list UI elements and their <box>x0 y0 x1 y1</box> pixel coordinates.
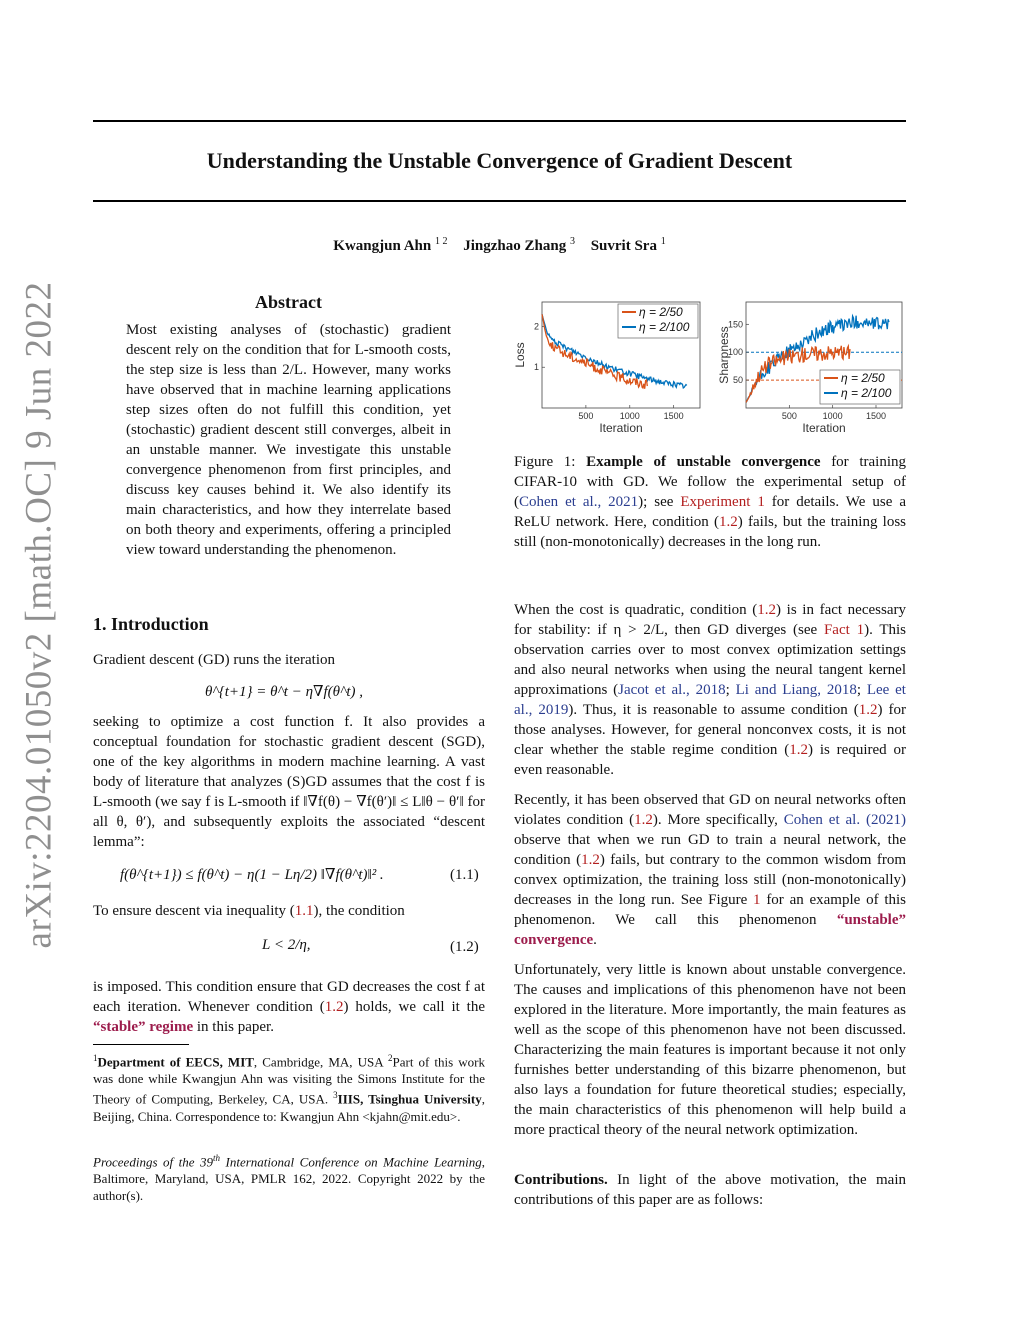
citation-link[interactable]: Cohen et al., 2021 <box>519 494 639 510</box>
x-tick-label: 1500 <box>865 411 887 421</box>
citation-link[interactable]: Cohen et al. (2021) <box>783 812 906 828</box>
y-tick-label: 50 <box>732 375 743 386</box>
author-name: Kwangjun Ahn <box>333 238 432 254</box>
text-run: ; <box>856 682 867 698</box>
caption-label: Figure 1: <box>514 454 587 470</box>
legend-label: η = 2/50 <box>639 305 683 319</box>
caption-title: Example of unstable convergence <box>586 454 821 470</box>
right-paragraph-1 <box>514 600 906 780</box>
equation-link[interactable]: 1.2 <box>858 702 878 718</box>
equation-link[interactable]: 1.2 <box>324 999 344 1015</box>
introduction-heading: 1. Introduction <box>93 614 209 634</box>
gd-iteration-equation: θ^{t+1} = θ^t − η∇f(θ^t) , <box>205 684 364 700</box>
author-affiliation: 1 <box>660 236 666 247</box>
text-run: Part of this work was done while Kwangjun Ahn was visiting the Simons Institute for the Theory of Computing, Berkeley, CA, USA. <box>93 1054 485 1107</box>
text-run: When the cost is quadratic, condition ( <box>514 602 758 618</box>
y-axis-label: Sharpness <box>717 326 731 384</box>
text-run: ) for those analyses. However, for general nonconvex costs, it is not clear whether the stable regime condition ( <box>514 702 906 758</box>
title-bottom-rule <box>93 200 906 202</box>
stable-condition-equation: L < 2/η, <box>262 937 311 953</box>
equation-link[interactable]: 1.2 <box>719 514 738 530</box>
text-run: , Beijing, China. Correspondence to: Kwangjun Ahn <kjahn@mit.edu>. <box>93 1091 485 1124</box>
y-tick-label: 1 <box>533 362 539 373</box>
affiliation-name: Department of EECS, MIT <box>97 1054 254 1070</box>
text-run: . <box>593 932 597 948</box>
y-tick-label: 2 <box>533 321 539 332</box>
text-run: for training CIFAR-10 with GD. We follow the experimental setup of ( <box>514 454 906 510</box>
citation-link[interactable]: Lee et al., 2019 <box>514 682 906 718</box>
equation-number-1-2: (1.2) <box>450 939 479 955</box>
text-run: Proceedings of the 39 <box>93 1154 214 1170</box>
text-run: , Cambridge, MA, USA <box>253 1054 388 1070</box>
y-tick-label: 100 <box>727 347 743 358</box>
experiment-link[interactable]: Experiment 1 <box>680 494 765 510</box>
text-run: ). More specifically, <box>652 812 784 828</box>
abstract-text: Most existing analyses of (stochastic) gradient descent rely on the condition that for L-smooth costs, the step size is less than 2/L. However, many works have observed that in machine learning applications step sizes often do not fulfill this condition, yet (stochastic) gradient descent still converges, albeit in an unstable manner. We investigate this unstable convergence phenomenon from first principles, and discuss key causes behind it. We also identify its main characteristics, and how they interrelate based on both theory and experiments, offering a principled view toward understanding the phenomenon. <box>126 322 451 558</box>
text-run: is imposed. This condition ensure that GD decreases the cost f at each iteration. Whenever condition ( <box>93 979 485 1015</box>
text-run: ) fails, but the training loss still (non-monotonically) decreases in the long run. <box>514 514 907 550</box>
author-affiliation: 3 <box>569 236 575 247</box>
x-tick-label: 1500 <box>663 411 684 421</box>
text-run: for an example of this phenomenon. We call this phenomenon <box>514 892 906 928</box>
author-name: Suvrit Sra <box>590 238 657 254</box>
text-run: ) holds, we call it the <box>343 999 485 1015</box>
intro-paragraph-3 <box>93 901 485 921</box>
x-axis-label: Iteration <box>599 421 643 435</box>
intro-paragraph-4 <box>93 977 485 1037</box>
contributions-heading: Contributions. <box>514 1172 608 1188</box>
text-run: International Conference on Machine Learning <box>220 1154 482 1170</box>
text-run: ; <box>725 682 736 698</box>
y-axis-label: Loss <box>513 342 527 368</box>
sharpness-chart <box>708 298 906 438</box>
y-tick-label: 150 <box>727 319 743 330</box>
paper-title: Understanding the Unstable Convergence of Gradient Descent <box>206 148 793 173</box>
descent-lemma-equation: f(θ^{t+1}) ≤ f(θ^t) − η(1 − Lη/2) ‖∇f(θ^t)‖² . <box>120 867 384 883</box>
affiliation-name: IIIS, Tsinghua University <box>337 1091 482 1107</box>
legend-label: η = 2/100 <box>639 320 690 334</box>
fact-link[interactable]: Fact 1 <box>823 622 865 638</box>
equation-link[interactable]: 1.2 <box>757 602 777 618</box>
x-axis-label: Iteration <box>802 421 846 435</box>
stable-regime-term[interactable]: “stable” regime <box>93 1019 194 1035</box>
affiliation-footnote: $^1$Department of EECS, MIT, Cambridge, MA, USA $^2$Part of this work was done while Kwangjun Ahn was visiting the Simons Institute for the Theory of Computing, Berkeley, CA, USA. $^3$IIIS, Tsinghua University, Beijing, China. Correspondence to: Kwangjun Ahn <kjahn@mit.edu>. <box>93 1053 485 1124</box>
equation-link[interactable]: 1.2 <box>581 852 600 868</box>
equation-link[interactable]: 1.2 <box>634 812 653 828</box>
equation-link[interactable]: 1.1 <box>294 903 314 919</box>
proceedings-note <box>93 1150 485 1204</box>
right-paragraph-2 <box>514 790 906 950</box>
text-run: ) is in fact necessary for stability: if η > 2/L, then GD diverges (see <box>514 602 906 638</box>
equation-link[interactable]: 1.2 <box>789 742 808 758</box>
figure-caption <box>514 452 906 552</box>
author-affiliation: 1 2 <box>435 236 448 247</box>
author-list <box>93 236 906 255</box>
text-run: , Baltimore, Maryland, USA, PMLR 162, 2022. Copyright 2022 by the author(s). <box>93 1154 485 1204</box>
legend-label: η = 2/50 <box>841 371 885 385</box>
citation-link[interactable]: Li and Liang, 2018 <box>735 682 857 698</box>
text-run: for details. We use a ReLU network. Here, condition ( <box>514 494 906 530</box>
right-paragraph-3: Unfortunately, very little is known about unstable convergence. The causes and implications of this phenomenon have not been explored in the literature. More importantly, the main features as well as the scope of this phenomenon have not been discussed. Characterizing the main features is important because it not only furnishes better understanding of this bizarre phenomenon, but also lays a foundation for future theoretical studies; especially, the main characteristics of this phenomenon will help build a more practical theory of the neural network optimization. <box>514 962 906 1138</box>
equation-number-1-1: (1.1) <box>450 867 479 883</box>
text-run: ); see <box>638 494 681 510</box>
text-run: In light of the above motivation, the main contributions of this paper are as follows: <box>514 1172 906 1208</box>
top-rule <box>93 120 906 122</box>
x-tick-label: 1000 <box>619 411 640 421</box>
text-run: th <box>213 1153 221 1163</box>
loss-chart <box>510 298 705 438</box>
text-run: To ensure descent via inequality ( <box>93 903 295 919</box>
intro-paragraph-2: seeking to optimize a cost function f. It also provides a conceptual foundation for stochastic gradient descent (SGD), one of the key algorithms in modern machine learning. A vast body of literature that analyzes (S)GD assumes that the cost f is L-smooth (we say f is L-smooth if ‖∇f(θ) − ∇f(θ′)‖ ≤ L‖θ − θ′‖ for all θ, θ′), and subsequently exploits the associated “descent lemma”: <box>93 714 485 850</box>
arxiv-identifier: arXiv:2204.01050v2 [math.OC] 9 Jun 2022 <box>18 281 60 949</box>
text-run: ) is required or even reasonable. <box>514 742 907 778</box>
text-run: ). Thus, it is reasonable to assume condition ( <box>568 702 859 718</box>
text-run: in this paper. <box>193 1019 274 1035</box>
text-run: Recently, it has been observed that GD on neural networks often violates condition ( <box>514 792 906 828</box>
x-tick-label: 500 <box>578 411 594 421</box>
legend-label: η = 2/100 <box>841 386 892 400</box>
contributions-paragraph <box>514 1170 906 1210</box>
citation-link[interactable]: Jacot et al., 2018 <box>618 682 726 698</box>
figure-link[interactable]: 1 <box>753 892 761 908</box>
text-run: observe that when we run GD to train a neural network, the condition ( <box>514 832 906 868</box>
text-run: ) fails, but contrary to the common wisdom from convex optimization, the training loss still (non-monotonically) decreases in the long run. See Figure <box>514 852 907 908</box>
text-run: ), the condition <box>313 903 405 919</box>
x-tick-label: 500 <box>781 411 797 421</box>
author-name: Jingzhao Zhang <box>463 238 567 254</box>
abstract-heading: Abstract <box>255 292 322 312</box>
text-run: ). This observation carries over to most convex optimization settings and also neural networks when using the neural tangent kernel approximations ( <box>514 622 906 698</box>
intro-paragraph-1: Gradient descent (GD) runs the iteration <box>93 652 335 668</box>
arxiv-sidebar <box>14 281 64 949</box>
x-tick-label: 1000 <box>822 411 843 421</box>
footnote-rule <box>93 1044 189 1045</box>
unstable-convergence-term[interactable]: “unstable” convergence <box>514 912 906 948</box>
